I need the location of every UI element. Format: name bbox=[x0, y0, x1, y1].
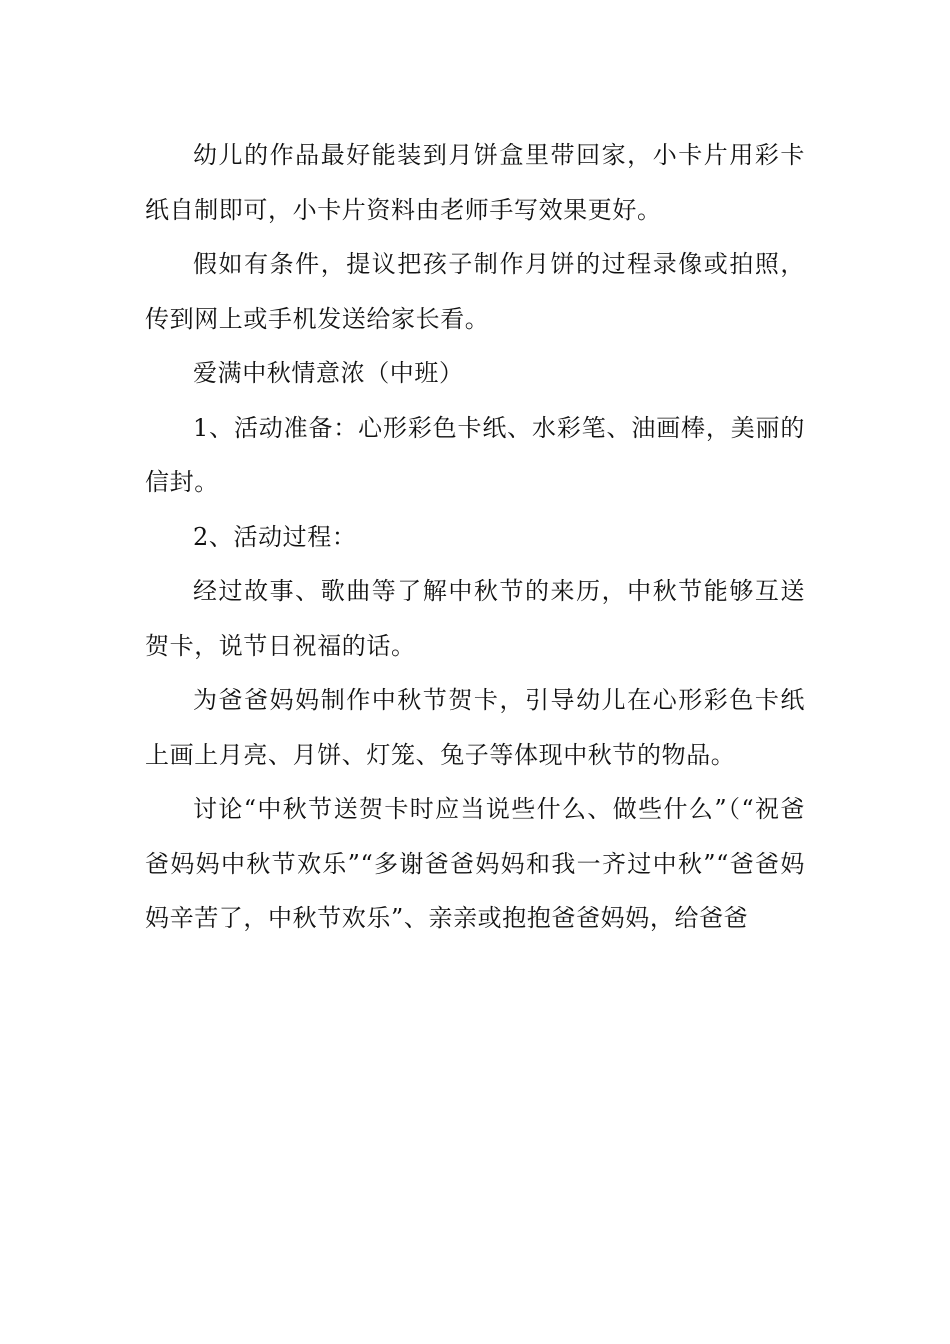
paragraph-mooncake-box: 幼儿的作品最好能装到月饼盒里带回家，小卡片用彩卡纸自制即可，小卡片资料由老师手写效果更好。 bbox=[145, 141, 805, 224]
paragraph-activity-prep: 1、活动准备：心形彩色卡纸、水彩笔、油画棒，美丽的信封。 bbox=[145, 413, 805, 496]
paragraph-make-cards: 为爸爸妈妈制作中秋节贺卡，引导幼儿在心形彩色卡纸上画上月亮、月饼、灯笼、兔子等体现中秋节的物品。 bbox=[145, 686, 805, 769]
document-body bbox=[145, 128, 805, 946]
section-heading: 爱满中秋情意浓（中班） bbox=[193, 359, 464, 387]
paragraph-discussion: 讨论“中秋节送贺卡时应当说些什么、做些什么”（“祝爸爸妈妈中秋节欢乐”“多谢爸爸妈妈和我一齐过中秋”“爸爸妈妈辛苦了，中秋节欢乐”、亲亲或抱抱爸爸妈妈，给爸爸 bbox=[145, 795, 805, 932]
paragraph-recording: 假如有条件，提议把孩子制作月饼的过程录像或拍照，传到网上或手机发送给家长看。 bbox=[145, 250, 805, 333]
paragraph-activity-process: 2、活动过程： bbox=[193, 522, 357, 551]
paragraph-story-songs: 经过故事、歌曲等了解中秋节的来历，中秋节能够互送贺卡，说节日祝福的话。 bbox=[145, 577, 805, 660]
